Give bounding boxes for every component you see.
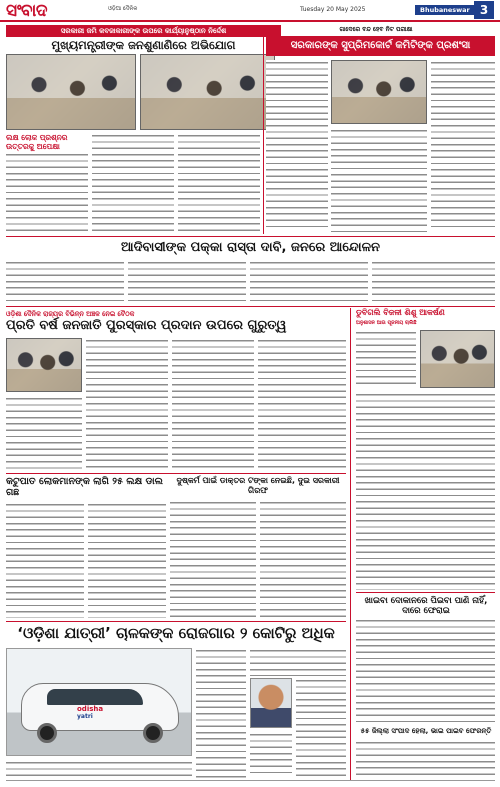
column-divider-2: [350, 308, 351, 780]
brand-sticker: odisha: [77, 705, 104, 713]
story5-column-2: [356, 392, 495, 590]
story10-headline: ‘ଓଡ଼ିଶା ଯାତ୍ରୀ’ ଚାଳକଙ୍କ ରୋଜଗାର ୨ କୋଟିରୁ ଅଧିକ: [17, 624, 335, 642]
story7-column-1: [170, 500, 256, 618]
story4-column-4: [258, 338, 346, 470]
story5-kicker: ଡୁବିଗଲି ବିଜଳୀ ଶିଶୁ ଆକର୍ଷଣ: [356, 308, 445, 317]
story10-column-1: [196, 648, 246, 778]
story6-column-2: [88, 502, 166, 618]
story10-portrait: [250, 678, 292, 728]
masthead: [0, 0, 500, 22]
section-divider: [6, 236, 495, 237]
story4-headline: ପ୍ରତି ବର୍ଷ ଜନଜାତି ପୁରସ୍କାର ପ୍ରଦାନ ଉପରେ ଗୁରୁତ୍ୱ: [6, 318, 287, 333]
story5-photo: [420, 330, 495, 388]
story10-column-5: [6, 760, 192, 778]
story2-column-3: [431, 60, 495, 232]
story1-column-2: [92, 133, 174, 232]
brand-sticker-2: yatri: [77, 713, 93, 720]
story6-column-1: [6, 502, 84, 618]
story2-column-1: [266, 60, 328, 232]
newspaper-logo: ସଂବାଦ: [6, 1, 48, 21]
story1-photo: [6, 54, 136, 130]
section-divider-2: [6, 306, 495, 307]
story1-subhead: ଲକ୍ଷ ଲୋକ ପ୍ରଶ୍ନର ଉତ୍ତରକୁ ଅପେକ୍ଷା: [6, 133, 68, 151]
story5-dateline: ଅନୁଶାସନ ଆଉ ପୂଜନୀୟ ଚାଲିଛି: [356, 320, 417, 326]
story2-column-2: [331, 128, 427, 232]
story4-photo: [6, 338, 82, 392]
story8-headline: ଖାଇବା ଦୋକାନରେ ପିଇବା ପାଣି ନାହିଁ, ଦାରେ ଫେରାଇ: [364, 596, 488, 616]
column-divider: [263, 26, 264, 234]
bottom-rule: [6, 780, 495, 781]
story4-column-1: [6, 396, 82, 470]
story3-headline: ଆଦିବାସୀଙ୍କ ପକ୍କା ରାସ୍ତା ଦାବି, ଜନରେ ଆନ୍ଦୋଳନ: [121, 240, 380, 255]
story2-headline: ସରକାରଙ୍କ ସୁପ୍ରିମକୋର୍ଟ କମିଟିଙ୍କ ପ୍ରଶଂସା: [266, 36, 495, 56]
car-wheel: [143, 723, 163, 743]
story2-photo: [331, 60, 427, 124]
date-line: Tuesday 20 May 2025: [300, 6, 366, 13]
story1-column-1: [6, 152, 88, 232]
issue-info: ଓଡ଼ିଆ ଦୈନିକ: [108, 6, 138, 12]
story8-column: [356, 618, 495, 722]
story6-headline: କଟୁପାତ ଲୋକମାନଙ୍କ ଲାଗି ୨୫ ଲକ୍ଷ ଡାଲ ଗଛ: [6, 476, 163, 498]
section-divider-4: [356, 592, 495, 593]
story10-photo: [6, 648, 192, 756]
section-divider-3: [6, 473, 346, 474]
story3-column-3: [250, 260, 368, 304]
story7-column-2: [260, 500, 346, 618]
story3-column-1: [6, 260, 124, 304]
story4-column-2: [86, 338, 168, 470]
story1-kicker: ସରକାରୀ ଜମି କବଜାକାରୀଙ୍କ ଉପରେ କାର୍ଯ୍ୟାନୁଷ୍ଠାନ ନିର୍ଦ୍ଦେଶ: [6, 25, 281, 37]
story4-column-3: [172, 338, 254, 470]
story10-column-4: [250, 732, 292, 778]
story9-headline: ୫୫ ଜିଲ୍ଲା ସଂପାଦ ହେଲା, ଭାଇ ପାଇବ ଫେରନ୍ତି: [360, 727, 492, 735]
story10-column-3: [296, 678, 346, 778]
story1-headline: ମୁଖ୍ୟମନ୍ତ୍ରୀଙ୍କ ଜନଶୁଣାଣିରେ ଅଭିଯୋଗ: [51, 38, 236, 52]
story1-photo-2: [140, 54, 275, 130]
story1-column-3: [178, 133, 260, 232]
story10-column-2: [250, 648, 346, 676]
story2-kicker: ଗାଦେରେ ବନ୍ଦ ହେବ ନିଟ ପରୀକ୍ଷା: [339, 26, 413, 33]
edition-badge: Bhubaneswar: [415, 5, 475, 15]
story7-headline: ଦୁଷ୍କର୍ମ ପାଇଁ ଡାକ୍ତର ଟଙ୍କା ନେଇଛି, ଦୁଇ ସରକାରୀ ଗିରଫ: [176, 476, 340, 495]
car-wheel: [37, 723, 57, 743]
story5-column-1: [356, 330, 416, 388]
story3-column-2: [128, 260, 246, 304]
story3-column-4: [372, 260, 495, 304]
story4-kicker: ଓଡ଼ିଶା ଦୈନିକ ରାଜ୍ୟର ବିଭିନ୍ନ ଅଞ୍ଚଳ ନେଇ ବୈଠକ: [6, 310, 135, 318]
story9-column: [356, 740, 495, 778]
page-number: 3: [474, 1, 494, 19]
section-divider-5: [6, 621, 346, 622]
car-window: [47, 689, 143, 705]
